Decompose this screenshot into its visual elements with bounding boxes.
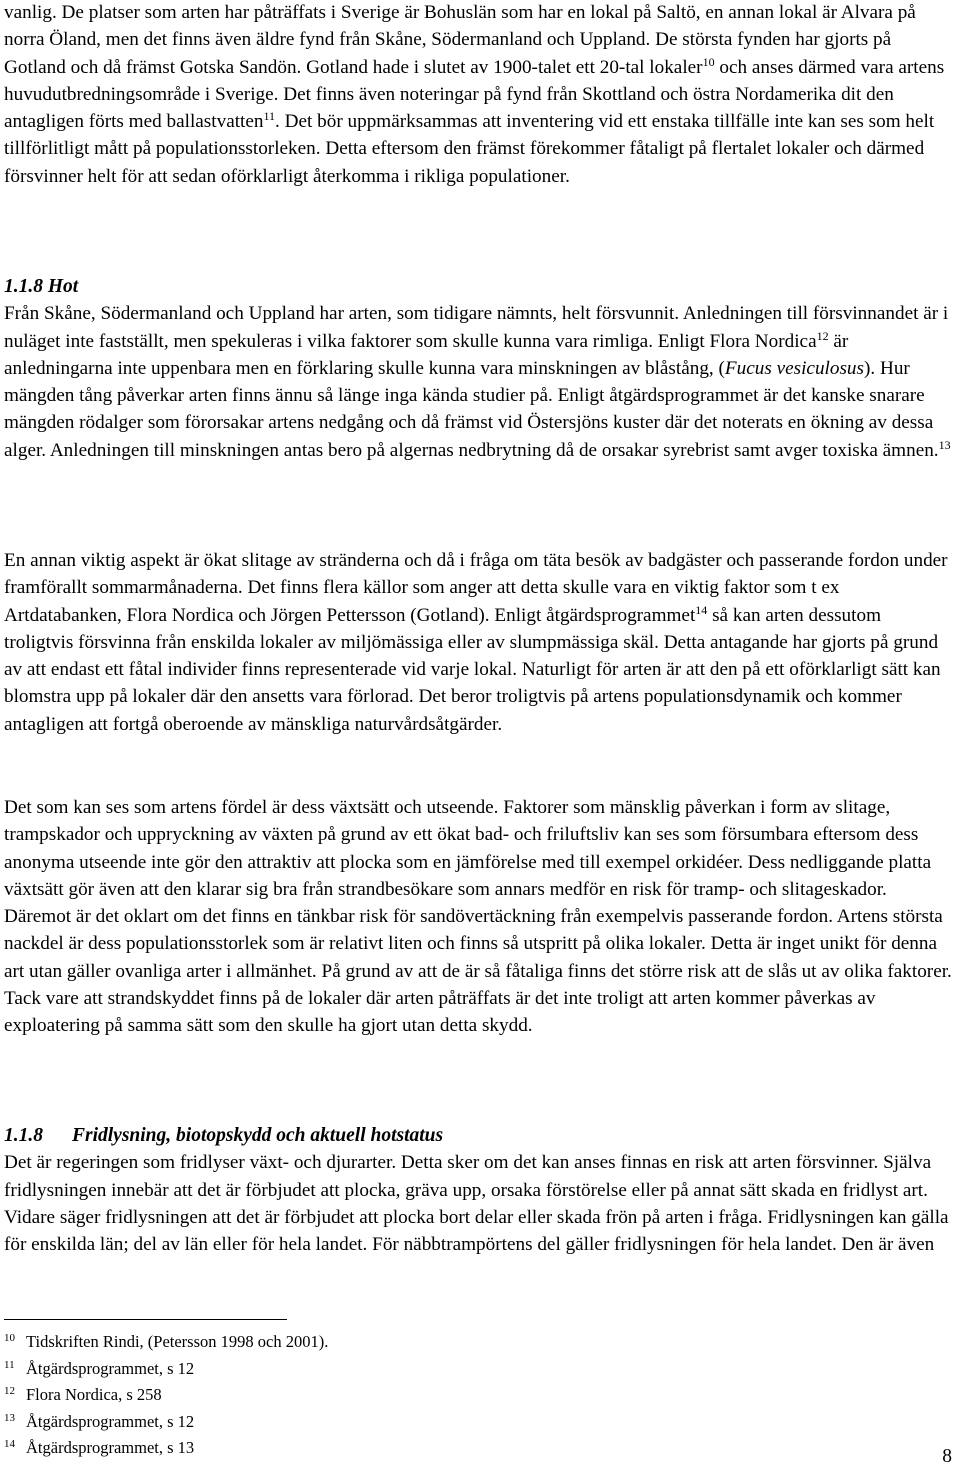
footnote-ref[interactable]: 11 [263,109,276,124]
footnote [4,1407,704,1434]
footnote [4,1433,704,1460]
footnote-text: Flora Nordica, s 258 [26,1385,162,1404]
paragraph-text: En annan viktig aspekt är ökat slitage av stränderna och då i fråga om täta besök av badgäster och passerande fordon under framförallt sommarmånaderna. Det finns flera källor som anger att detta skulle vara en viktig faktor som t ex Artdatabanken, Flora Nordica och Jörgen Pettersson (Gotland). Enligt åtgärdsprogrammet [4,550,948,626]
paragraph-text: . Det bör uppmärksammas att inventering vid ett enstaka tillfälle inte kan ses som helt tillförlitligt mått på populationsstorleken. Detta eftersom den främst förekommer fåtaligt på flertalet lokaler och därmed försvinner helt för att sedan oförklarligt återkomma i rikliga populationer. [4,111,935,187]
paragraph-text: ). Hur mängden tång påverkar arten finns ännu så länge inga kända studier på. Enligt åtgärdsprogrammet är det kanske snarare mängden rödalger som förorsakar artens nedgång och då främst vid Östersjöns kuster där det noterats en ökning av dessa alger. Anledningen till minskningen antas bero på algernas nedbrytning då de orsakar syrebrist samt avger toxiska ämnen. [4,357,939,461]
footnote-text: Tidskriften Rindi, (Petersson 1998 och 2001). [26,1332,329,1351]
footnote [4,1327,704,1354]
paragraph-distribution [4,0,952,190]
footnote-ref[interactable]: 14 [695,602,708,617]
paragraph-text: och anses därmed vara artens huvudutbredningsområde i Sverige. Det finns även noteringar på fynd från Skottland och östra Nordamerika dit den antagligen förts med ballastvatten [4,56,945,133]
footnote-number: 12 [4,1385,15,1397]
paragraph-text: är anledningarna inte uppenbara men en förklaring skulle kunna vara minskningen av blåstång, ( [4,330,849,379]
page-number: 8 [942,1446,952,1467]
footnote-ref[interactable]: 13 [938,437,951,452]
paragraph-text: Från Skåne, Södermanland och Uppland har arten, som tidigare nämnts, helt försvunnit. Anledningen till försvinnandet är i nuläget inte fastställt, men spekuleras i vilka faktorer som skulle kunna vara rimliga. Enligt Flora Nordica [4,303,949,352]
paragraph-wear [4,547,952,738]
section-title: Fridlysning, biotopskydd och aktuell hotstatus [72,1125,444,1146]
footnote-ref[interactable]: 10 [702,54,715,69]
section-number: 1.1.8 [4,276,43,297]
footnote-text: Åtgärdsprogrammet, s 12 [26,1411,195,1431]
footnote-number: 13 [4,1411,15,1424]
section-threats [4,273,952,464]
paragraph-text: så kan arten dessutom troligtvis försvinna från enskilda lokaler av miljömässiga eller av slumpmässiga skäl. Detta antagande har gjorts på grund av att endast ett fåtal individer finns representerade vid varje lokal. Naturligt för arten är att den på ett oförklarligt sätt kan blomstra upp på lokaler där den ansetts vara förlorad. Det beror troligtvis på artens populationsdynamik och kommer antagligen att fortgå oberoende av mänskliga naturvårdsåtgärder. [4,604,941,735]
footnote-number: 10 [4,1332,15,1344]
section-title: Hot [47,276,79,297]
footnote-number: 11 [4,1358,15,1371]
section-number: 1.1.8 [4,1125,43,1146]
footnote [4,1380,704,1407]
species-name: Fucus vesiculosus [724,357,864,379]
footnote-text: Åtgärdsprogrammet, s 13 [26,1438,195,1457]
footnote-ref[interactable]: 12 [816,328,829,343]
footnote-divider [4,1319,287,1320]
section-heading-hot [4,273,952,300]
footnotes-list [4,1327,704,1460]
paragraph-text: vanlig. De platser som arten har påträffats i Sverige är Bohuslän som har en lokal på Saltö, en annan lokal är Alvara på norra Öland, men det finns även äldre fynd från Skåne, Södermanland och Uppland. De största fynden har gjorts på Gotland och då främst Gotska Sandön. Gotland hade i slutet av 1900-talet ett 20-tal lokaler [4,2,916,78]
paragraph-advantages: Det som kan ses som artens fördel är dess växtsätt och utseende. Faktorer som mänsklig påverkan i form av slitage, trampskador och uppryckning av växten på grund av ett ökat bad- och friluftsliv kan ses som försumbara eftersom dess anonyma utseende inte gör den attraktiv att plocka som en jämförelse med till exempel orkidéer. Dess nedliggande platta växtsätt gör även att den klarar sig bra från strandbesökare som annars medför en risk för tramp- och slitageskador. Däremot är det oklart om det finns en tänkbar risk för sandövertäckning från exempelvis passerande fordon. Artens största nackdel är dess populationsstorlek som är relativt liten och finns så utspritt på olika lokaler. Detta är inget unikt för denna art utan gäller ovanliga arter i allmänhet. På grund av att de är så fåtaliga finns det större risk att de slås ut av olika faktorer. Tack vare att strandskyddet finns på de lokaler där arten påträffats är det inte troligt att arten kommer påverkas av exploatering på samma sätt som den skulle ha gjort utan detta skydd. [4,797,952,1037]
footnote [4,1354,704,1381]
footnote-text: Åtgärdsprogrammet, s 12 [26,1358,195,1378]
footnote-number: 14 [4,1438,15,1450]
section-protection [4,1122,952,1258]
paragraph-protection: Det är regeringen som fridlyser växt- och djurarter. Detta sker om det kan anses finnas en risk att arten försvinner. Själva fridlysningen innebär att det är förbjudet att plocka, gräva upp, orsaka förstörelse eller på annat sätt skada en fridlyst art. Vidare säger fridlysningen att det är förbjudet att plocka bort delar eller skada frön på arten i fråga. Fridlysningen kan gälla för enskilda län; del av län eller för hela landet. För näbbtrampörtens del gäller fridlysningen för hela landet. Den är även [4,1152,949,1256]
section-heading-protection [4,1122,952,1149]
paragraph-threats [4,300,952,464]
